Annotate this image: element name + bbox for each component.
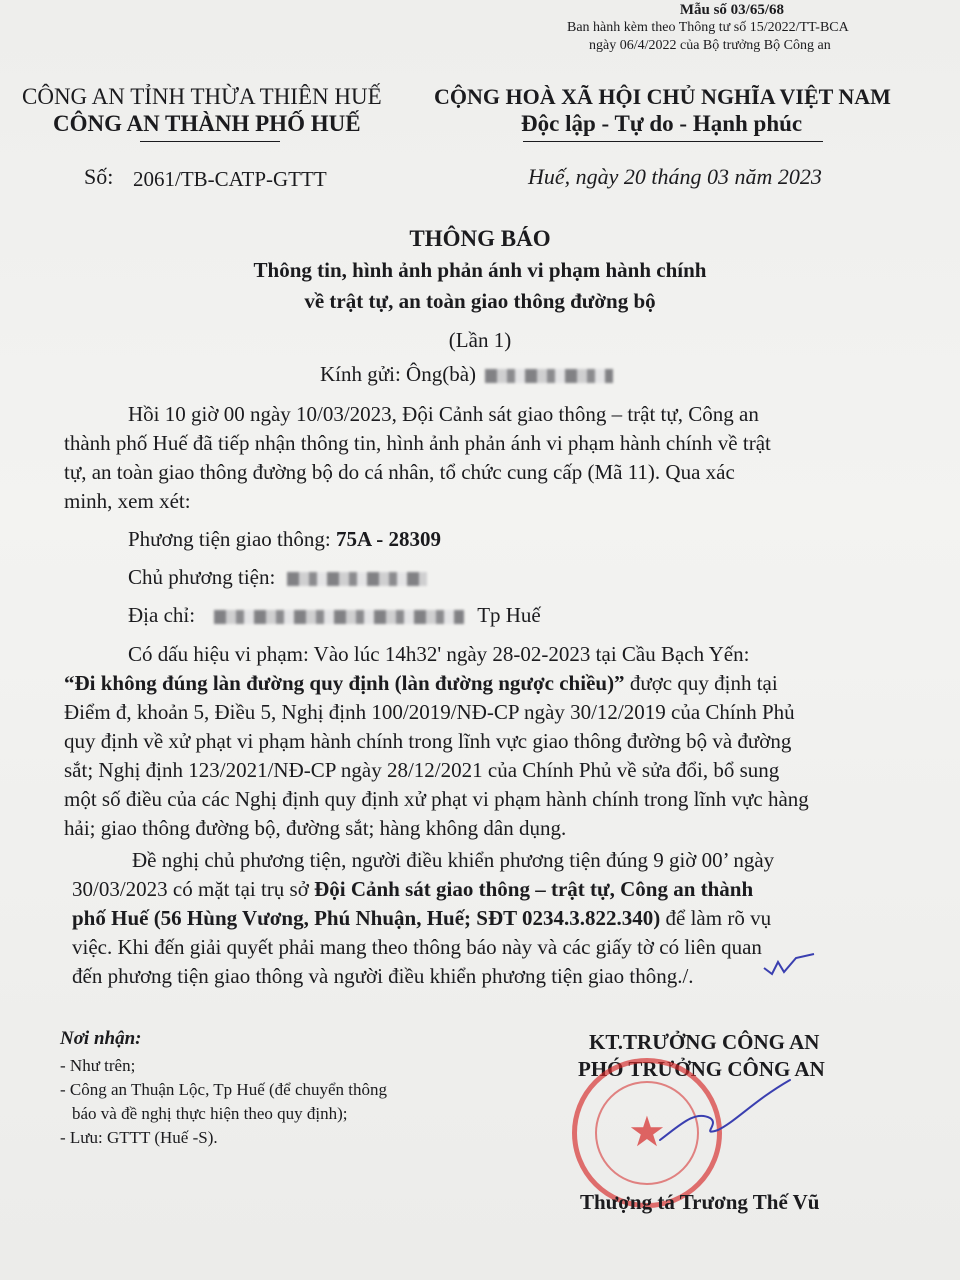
request-line-2-start: 30/03/2023 có mặt tại trụ sở [72,877,315,901]
form-issuance-line-1: Ban hành kèm theo Thông tư số 15/2022/TT-BCA [567,20,849,35]
request-line-3-rest: để làm rõ vụ [660,906,772,930]
form-number: Mẫu số 03/65/68 [679,2,784,18]
violation-line-5: sắt; Nghị định 123/2021/NĐ-CP ngày 28/12/2021 của Chính Phủ về sửa đổi, bổ sung [64,758,780,782]
violation-line-1: Có dấu hiệu vi phạm: Vào lúc 14h32' ngày 28-02-2023 tại Cầu Bạch Yến: [128,642,750,666]
request-line-3 [72,904,771,934]
violation-line-6: một số điều của các Nghị định quy định xử phạt vi phạm hành chính trong lĩnh vực hàng [64,787,809,811]
issuing-agency: CÔNG AN THÀNH PHỐ HUẾ [53,111,361,136]
recipient-item: - Công an Thuận Lộc, Tp Huế (để chuyển thông [60,1080,388,1099]
national-motto: Độc lập - Tự do - Hạnh phúc [521,111,803,136]
signer-title-2: PHÓ TRƯỞNG CÔNG AN [578,1057,825,1081]
initial-mark [760,950,820,980]
redacted-addressee [485,369,613,383]
paragraph-1-line-1: Hồi 10 giờ 00 ngày 10/03/2023, Đội Cảnh sát giao thông – trật tự, Công an [128,402,759,426]
owner-line [128,563,427,593]
document-number-label: Số: [84,164,114,189]
office-address: phố Huế (56 Hùng Vương, Phú Nhuận, Huế; SĐT 0234.3.822.340) [72,906,661,930]
country-name: CỘNG HOÀ XÃ HỘI CHỦ NGHĨA VIỆT NAM [434,84,891,109]
form-issuance-line-2: ngày 06/4/2022 của Bộ trưởng Bộ Công an [589,38,831,53]
paragraph-1-line-4: minh, xem xét: [64,489,191,513]
recipient-item: báo và đề nghị thực hiện theo quy định); [72,1104,348,1123]
redacted-address [214,610,464,624]
redacted-owner [287,572,427,586]
violation-line-7: hải; giao thông đường bộ, đường sắt; hàng không dân dụng. [64,816,567,840]
handwritten-signature [640,1070,800,1160]
paragraph-1-line-3: tự, an toàn giao thông đường bộ do cá nhân, tổ chức cung cấp (Mã 11). Qua xác [64,460,735,484]
vehicle-label: Phương tiện giao thông: [128,527,331,551]
office-name: Đội Cảnh sát giao thông – trật tự, Công an thành [314,877,754,901]
violation-description: “Đi không đúng làn đường quy định (làn đường ngược chiều)” [64,671,625,695]
violation-line-2-rest: được quy định tại [624,671,778,695]
recipient-item: - Lưu: GTTT (Huế -S). [60,1128,218,1147]
request-line-5: đến phương tiện giao thông và người điều khiển phương tiện giao thông./. [72,964,694,988]
signer-name: Thượng tá Trương Thế Vũ [580,1190,820,1214]
violation-line-3: Điểm đ, khoản 5, Điều 5, Nghị định 100/2019/NĐ-CP ngày 30/12/2019 của Chính Phủ [64,700,795,724]
paragraph-1-line-2: thành phố Huế đã tiếp nhận thông tin, hình ảnh phản ánh vi phạm hành chính về trật [64,431,771,455]
document-number: 2061/TB-CATP-GTTT [133,167,327,191]
addressee-line [320,362,613,387]
motto-underline [523,141,823,142]
address-label: Địa chỉ: [128,603,196,627]
vehicle-line [128,525,441,555]
seal-star-icon: ★ [628,1110,666,1156]
place-date: Huế, ngày 20 tháng 03 năm 2023 [528,164,822,189]
recipient-item: - Như trên; [60,1056,136,1075]
document-title: THÔNG BÁO [409,226,551,251]
request-line-4: việc. Khi đến giải quyết phải mang theo thông báo này và các giấy tờ có liên quan [72,935,762,959]
notice-round: (Lần 1) [448,328,512,352]
recipients-label: Nơi nhận: [60,1028,142,1049]
parent-agency: CÔNG AN TỈNH THỪA THIÊN HUẾ [22,84,382,109]
request-line-2 [72,875,753,905]
address-city: Tp Huế [477,603,541,627]
signer-title-1: KT.TRƯỞNG CÔNG AN [589,1030,820,1054]
owner-label: Chủ phương tiện: [128,565,276,589]
address-line [128,601,541,631]
vehicle-plate: 75A - 28309 [335,527,441,551]
agency-underline [140,141,280,142]
document-subtitle-1: Thông tin, hình ảnh phản ánh vi phạm hành chính [253,258,707,282]
request-line-1: Đề nghị chủ phương tiện, người điều khiển phương tiện đúng 9 giờ 00’ ngày [132,848,775,872]
violation-line-4: quy định về xử phạt vi phạm hành chính trong lĩnh vực giao thông đường bộ và đường [64,729,792,753]
violation-line-2 [64,669,778,699]
addressee-label: Kính gửi: Ông(bà) [320,362,477,386]
document-subtitle-2: về trật tự, an toàn giao thông đường bộ [304,289,656,313]
